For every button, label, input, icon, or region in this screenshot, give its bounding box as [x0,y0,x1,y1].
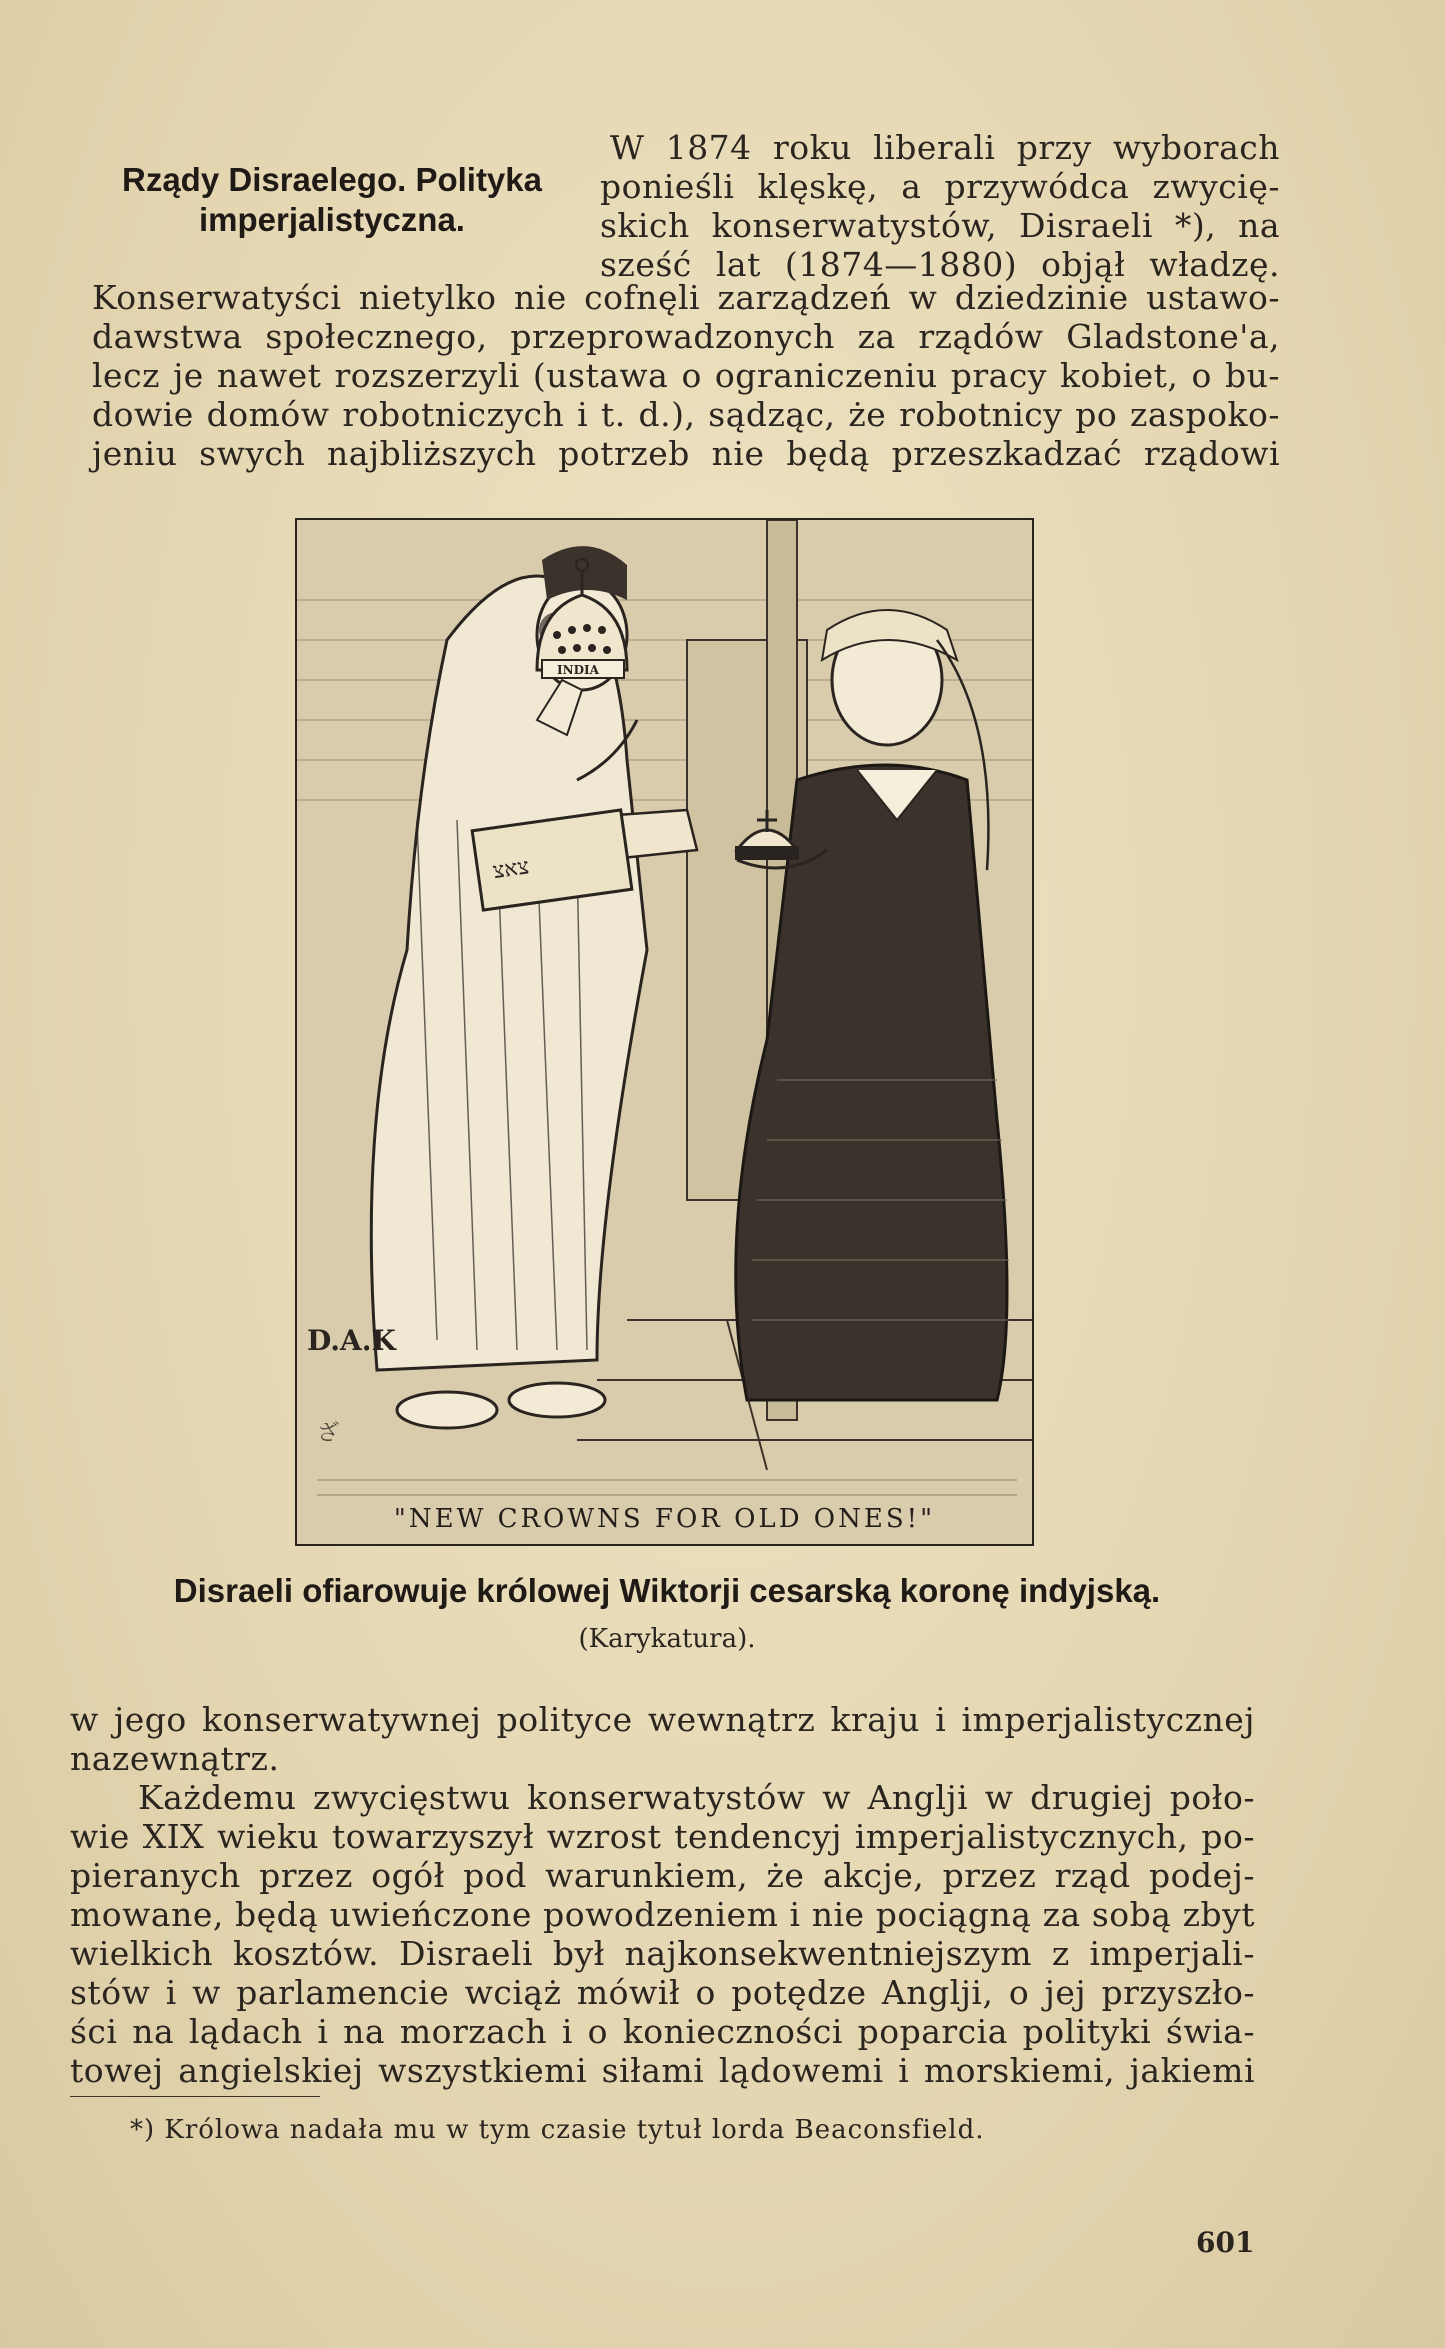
paragraph-line: pieranych przez ogół pod warunkiem, że akcje, przez rząd podej- [70,1856,1255,1895]
paragraph-line: Konserwatyści nietylko nie cofnęli zarządzeń w dziedzinie ustawo- [92,278,1280,317]
paragraph-line: dawstwa społecznego, przeprowadzonych za rządów Gladstone'a, [92,317,1280,356]
paragraph-line: ści na lądach i na morzach i o konieczności poparcia polityki świa- [70,2012,1255,2051]
margin-heading-line-2: imperjalistyczna. [199,201,465,238]
margin-heading-line-1: Rządy Disraelego. Polityka [122,161,542,198]
paragraph-line: lecz je nawet rozszerzyli (ustawa o ograniczeniu pracy kobiet, o bu- [92,356,1280,395]
paragraph-line: towej angielskiej wszystkiemi siłami lądowemi i morskiemi, jakiemi [70,2051,1255,2090]
paragraph-line: wie XIX wieku towarzyszył wzrost tendencyj imperjalistycznych, po- [70,1817,1255,1856]
footnote-rule [70,2096,320,2097]
paragraph-line: stów i w parlamencie wciąż mówił o potędze Anglji, o jej przyszło- [70,1973,1255,2012]
intro-line: ponieśli klęskę, a przywódca zwycię- [600,167,1280,206]
footnote: *) Królowa nadała mu w tym czasie tytuł lorda Beaconsfield. [130,2115,985,2145]
svg-text:D.A.K: D.A.K [307,1324,396,1357]
margin-heading [92,160,572,240]
svg-text:ざ: ざ [317,1421,340,1446]
paragraph-line: nazewnątrz. [70,1739,280,1778]
paragraph-line: Każdemu zwycięstwu konserwatystów w Anglji w drugiej poło- [138,1778,1255,1817]
intro-line: sześć lat (1874—1880) objął władzę. [600,245,1280,284]
caricature-illustration [295,518,1034,1546]
paragraph-2 [70,1700,1255,2090]
intro-line: W 1874 roku liberali przy wyborach [610,128,1280,167]
figure-caption: Disraeli ofiarowuje królowej Wiktorji cesarską koronę indyjską. [173,1572,1161,1609]
illustration-title: "NEW CROWNS FOR OLD ONES!" [393,1504,936,1534]
paragraph-line: w jego konserwatywnej polityce wewnątrz kraju i imperjalistycznej [70,1700,1255,1739]
paragraph-line: dowie domów robotniczych i t. d.), sądząc, że robotnicy po zaspoko- [92,395,1280,434]
crown-label: INDIA [557,663,599,677]
paragraph-line: jeniu swych najbliższych potrzeb nie będą przeszkadzać rządowi [92,434,1280,473]
caricature-drawing [297,520,1032,1544]
figure-subcaption: (Karykatura). [578,1624,756,1654]
paragraph-line: wielkich kosztów. Disraeli był najkonsekwentniejszym z imperjali- [70,1934,1255,1973]
paragraph-line: mowane, będą uwieńczone powodzeniem i nie pociągną za sobą zbyt [70,1895,1255,1934]
page-number: 601 [1196,2226,1255,2259]
svg-text:צאצ: צאצ [491,854,531,885]
intro-text [600,128,1280,284]
intro-line: skich konserwatystów, Disraeli *), na [600,206,1280,245]
paragraph-1 [92,278,1280,473]
